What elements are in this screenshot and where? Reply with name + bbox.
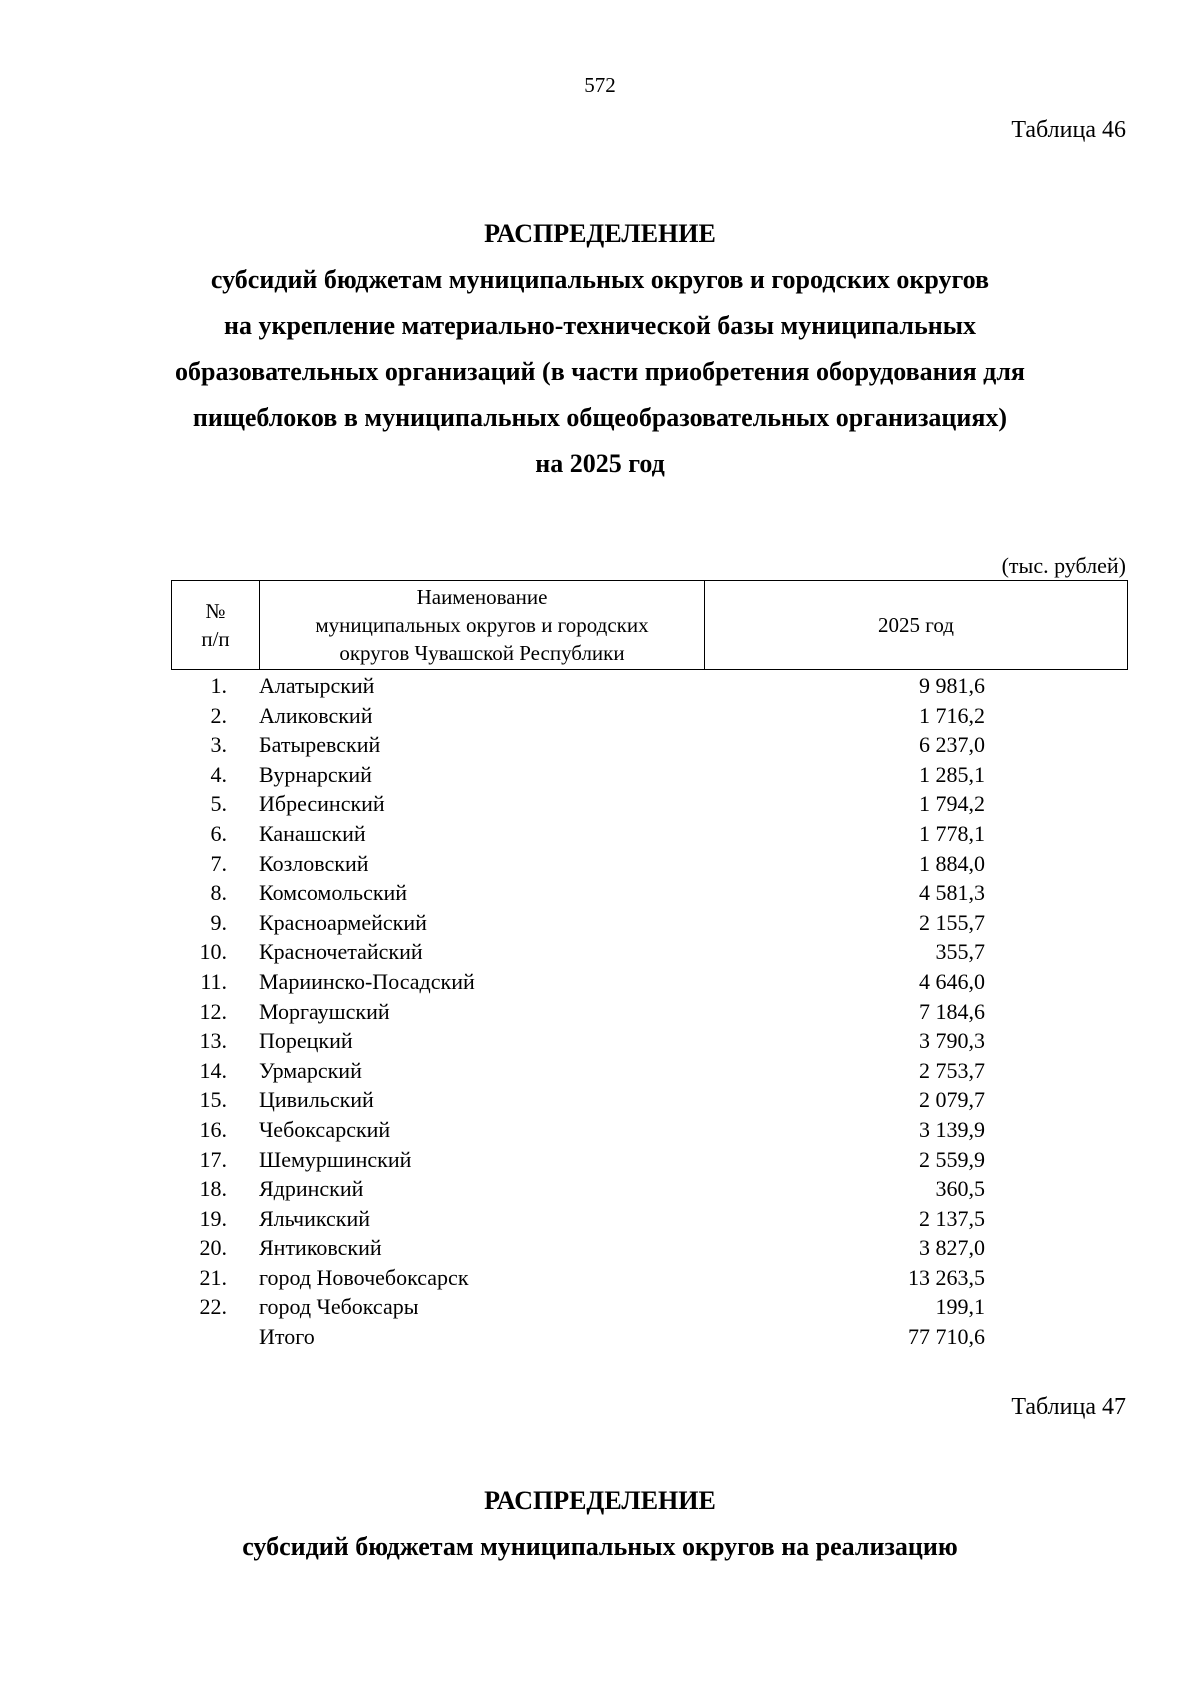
table-row xyxy=(171,701,1128,731)
row-number: 13. xyxy=(199,1028,227,1054)
table-row xyxy=(171,878,1128,908)
total-row xyxy=(171,1322,1128,1352)
table-47-label: Таблица 47 xyxy=(1011,1394,1126,1420)
row-number: 8. xyxy=(210,880,227,906)
table-row xyxy=(171,1263,1128,1293)
amount-value: 1 778,1 xyxy=(919,820,985,846)
heading-line: субсидий бюджетам муниципальных округов и городских округов xyxy=(210,265,990,294)
district-name: Яльчикский xyxy=(259,1205,370,1231)
row-number: 19. xyxy=(199,1205,227,1231)
district-name: Аликовский xyxy=(259,702,373,728)
column-header-name xyxy=(260,581,705,669)
district-name: Красночетайский xyxy=(259,939,423,965)
row-number: 17. xyxy=(199,1146,227,1172)
row-number: 18. xyxy=(199,1176,227,1202)
district-name: Янтиковский xyxy=(259,1235,382,1261)
district-name: Козловский xyxy=(259,850,369,876)
district-name: Моргаушский xyxy=(259,998,390,1024)
row-number: 4. xyxy=(210,761,227,787)
amount-value: 1 716,2 xyxy=(919,702,985,728)
table-row xyxy=(171,849,1128,879)
district-name: Цивильский xyxy=(259,1087,374,1113)
table-row xyxy=(171,937,1128,967)
table-row xyxy=(171,730,1128,760)
district-name: Чебоксарский xyxy=(259,1116,391,1142)
column-header-name-line: Наименование xyxy=(416,585,548,609)
row-number: 22. xyxy=(199,1294,227,1320)
district-name: Вурнарский xyxy=(259,761,372,787)
column-header-name-line: муниципальных округов и городских xyxy=(315,613,649,637)
district-name: Красноармейский xyxy=(259,909,427,935)
row-number: 7. xyxy=(210,850,227,876)
table-47-heading xyxy=(0,1478,1200,1570)
table-46-label: Таблица 46 xyxy=(1011,117,1126,143)
district-name: Ибресинский xyxy=(259,791,385,817)
amount-value: 1 884,0 xyxy=(919,850,985,876)
district-name: Батыревский xyxy=(259,732,381,758)
heading-line: субсидий бюджетам муниципальных округов на реализацию xyxy=(242,1532,958,1561)
amount-value: 1 285,1 xyxy=(919,761,985,787)
row-number: 12. xyxy=(199,998,227,1024)
table-row xyxy=(171,1026,1128,1056)
column-header-year: 2025 год xyxy=(878,613,954,637)
row-number: 16. xyxy=(199,1116,227,1142)
page-number: 572 xyxy=(584,73,616,97)
column-header-name-line: округов Чувашской Республики xyxy=(339,641,625,665)
table-row xyxy=(171,1233,1128,1263)
amount-value: 1 794,2 xyxy=(919,791,985,817)
district-name: Порецкий xyxy=(259,1028,353,1054)
district-name: Мариинско-Посадский xyxy=(259,968,475,994)
amount-value: 2 155,7 xyxy=(919,909,985,935)
heading-line: на 2025 год xyxy=(535,449,665,478)
row-number: 21. xyxy=(199,1264,227,1290)
table-46-heading xyxy=(0,211,1200,487)
row-number: 5. xyxy=(210,791,227,817)
heading-line: образовательных организаций (в части приобретения оборудования для xyxy=(175,357,1025,386)
row-number: 15. xyxy=(199,1087,227,1113)
table-row xyxy=(171,1115,1128,1145)
row-number: 20. xyxy=(199,1235,227,1261)
amount-value: 2 753,7 xyxy=(919,1057,985,1083)
table-row xyxy=(171,1292,1128,1322)
row-number: 1. xyxy=(210,673,227,698)
amount-value: 9 981,6 xyxy=(919,673,985,698)
amount-value: 13 263,5 xyxy=(908,1264,985,1290)
row-number: 3. xyxy=(210,732,227,758)
table-row xyxy=(171,967,1128,997)
table-row xyxy=(171,1085,1128,1115)
district-name: Итого xyxy=(259,1324,315,1350)
column-header-number-line: № xyxy=(205,599,226,623)
district-name: Ядринский xyxy=(259,1176,364,1202)
column-header-number-line: п/п xyxy=(201,627,230,651)
amount-value: 77 710,6 xyxy=(908,1324,985,1350)
amount-value: 4 581,3 xyxy=(919,880,985,906)
amount-value: 2 559,9 xyxy=(919,1146,985,1172)
heading-line: РАСПРЕДЕЛЕНИЕ xyxy=(484,219,716,248)
district-name: Шемуршинский xyxy=(259,1146,412,1172)
units-note: (тыс. рублей) xyxy=(1001,553,1126,578)
table-body xyxy=(171,671,1128,1352)
amount-value: 3 139,9 xyxy=(919,1116,985,1142)
amount-value: 7 184,6 xyxy=(919,998,985,1024)
table-row xyxy=(171,819,1128,849)
table-row xyxy=(171,1145,1128,1175)
district-name: Канашский xyxy=(259,820,366,846)
table-row xyxy=(171,671,1128,701)
amount-value: 355,7 xyxy=(935,939,985,965)
district-name: город Новочебоксарск xyxy=(259,1264,469,1290)
row-number: 2. xyxy=(210,702,227,728)
table-header xyxy=(171,580,1128,670)
table-row xyxy=(171,908,1128,938)
row-number: 6. xyxy=(210,820,227,846)
row-number: 11. xyxy=(200,968,227,994)
heading-line: РАСПРЕДЕЛЕНИЕ xyxy=(484,1486,716,1515)
heading-line: пищеблоков в муниципальных общеобразовательных организациях) xyxy=(192,403,1008,432)
amount-value: 3 827,0 xyxy=(919,1235,985,1261)
amount-value: 4 646,0 xyxy=(919,968,985,994)
amount-value: 3 790,3 xyxy=(919,1028,985,1054)
row-number: 10. xyxy=(199,939,227,965)
table-row xyxy=(171,789,1128,819)
table-row xyxy=(171,1204,1128,1234)
district-name: Урмарский xyxy=(259,1057,362,1083)
amount-value: 360,5 xyxy=(935,1176,985,1202)
amount-value: 2 137,5 xyxy=(919,1205,985,1231)
amount-value: 6 237,0 xyxy=(919,732,985,758)
amount-value: 199,1 xyxy=(935,1294,985,1320)
table-row xyxy=(171,760,1128,790)
district-name: Комсомольский xyxy=(259,880,408,906)
column-header-number xyxy=(172,581,260,669)
row-number: 9. xyxy=(210,909,227,935)
heading-line: на укрепление материально-технической базы муниципальных xyxy=(223,311,977,340)
district-name: Алатырский xyxy=(259,673,375,698)
table-row xyxy=(171,1056,1128,1086)
amount-value: 2 079,7 xyxy=(919,1087,985,1113)
table-row xyxy=(171,997,1128,1027)
row-number: 14. xyxy=(199,1057,227,1083)
district-name: город Чебоксары xyxy=(259,1294,419,1320)
table-row xyxy=(171,1174,1128,1204)
